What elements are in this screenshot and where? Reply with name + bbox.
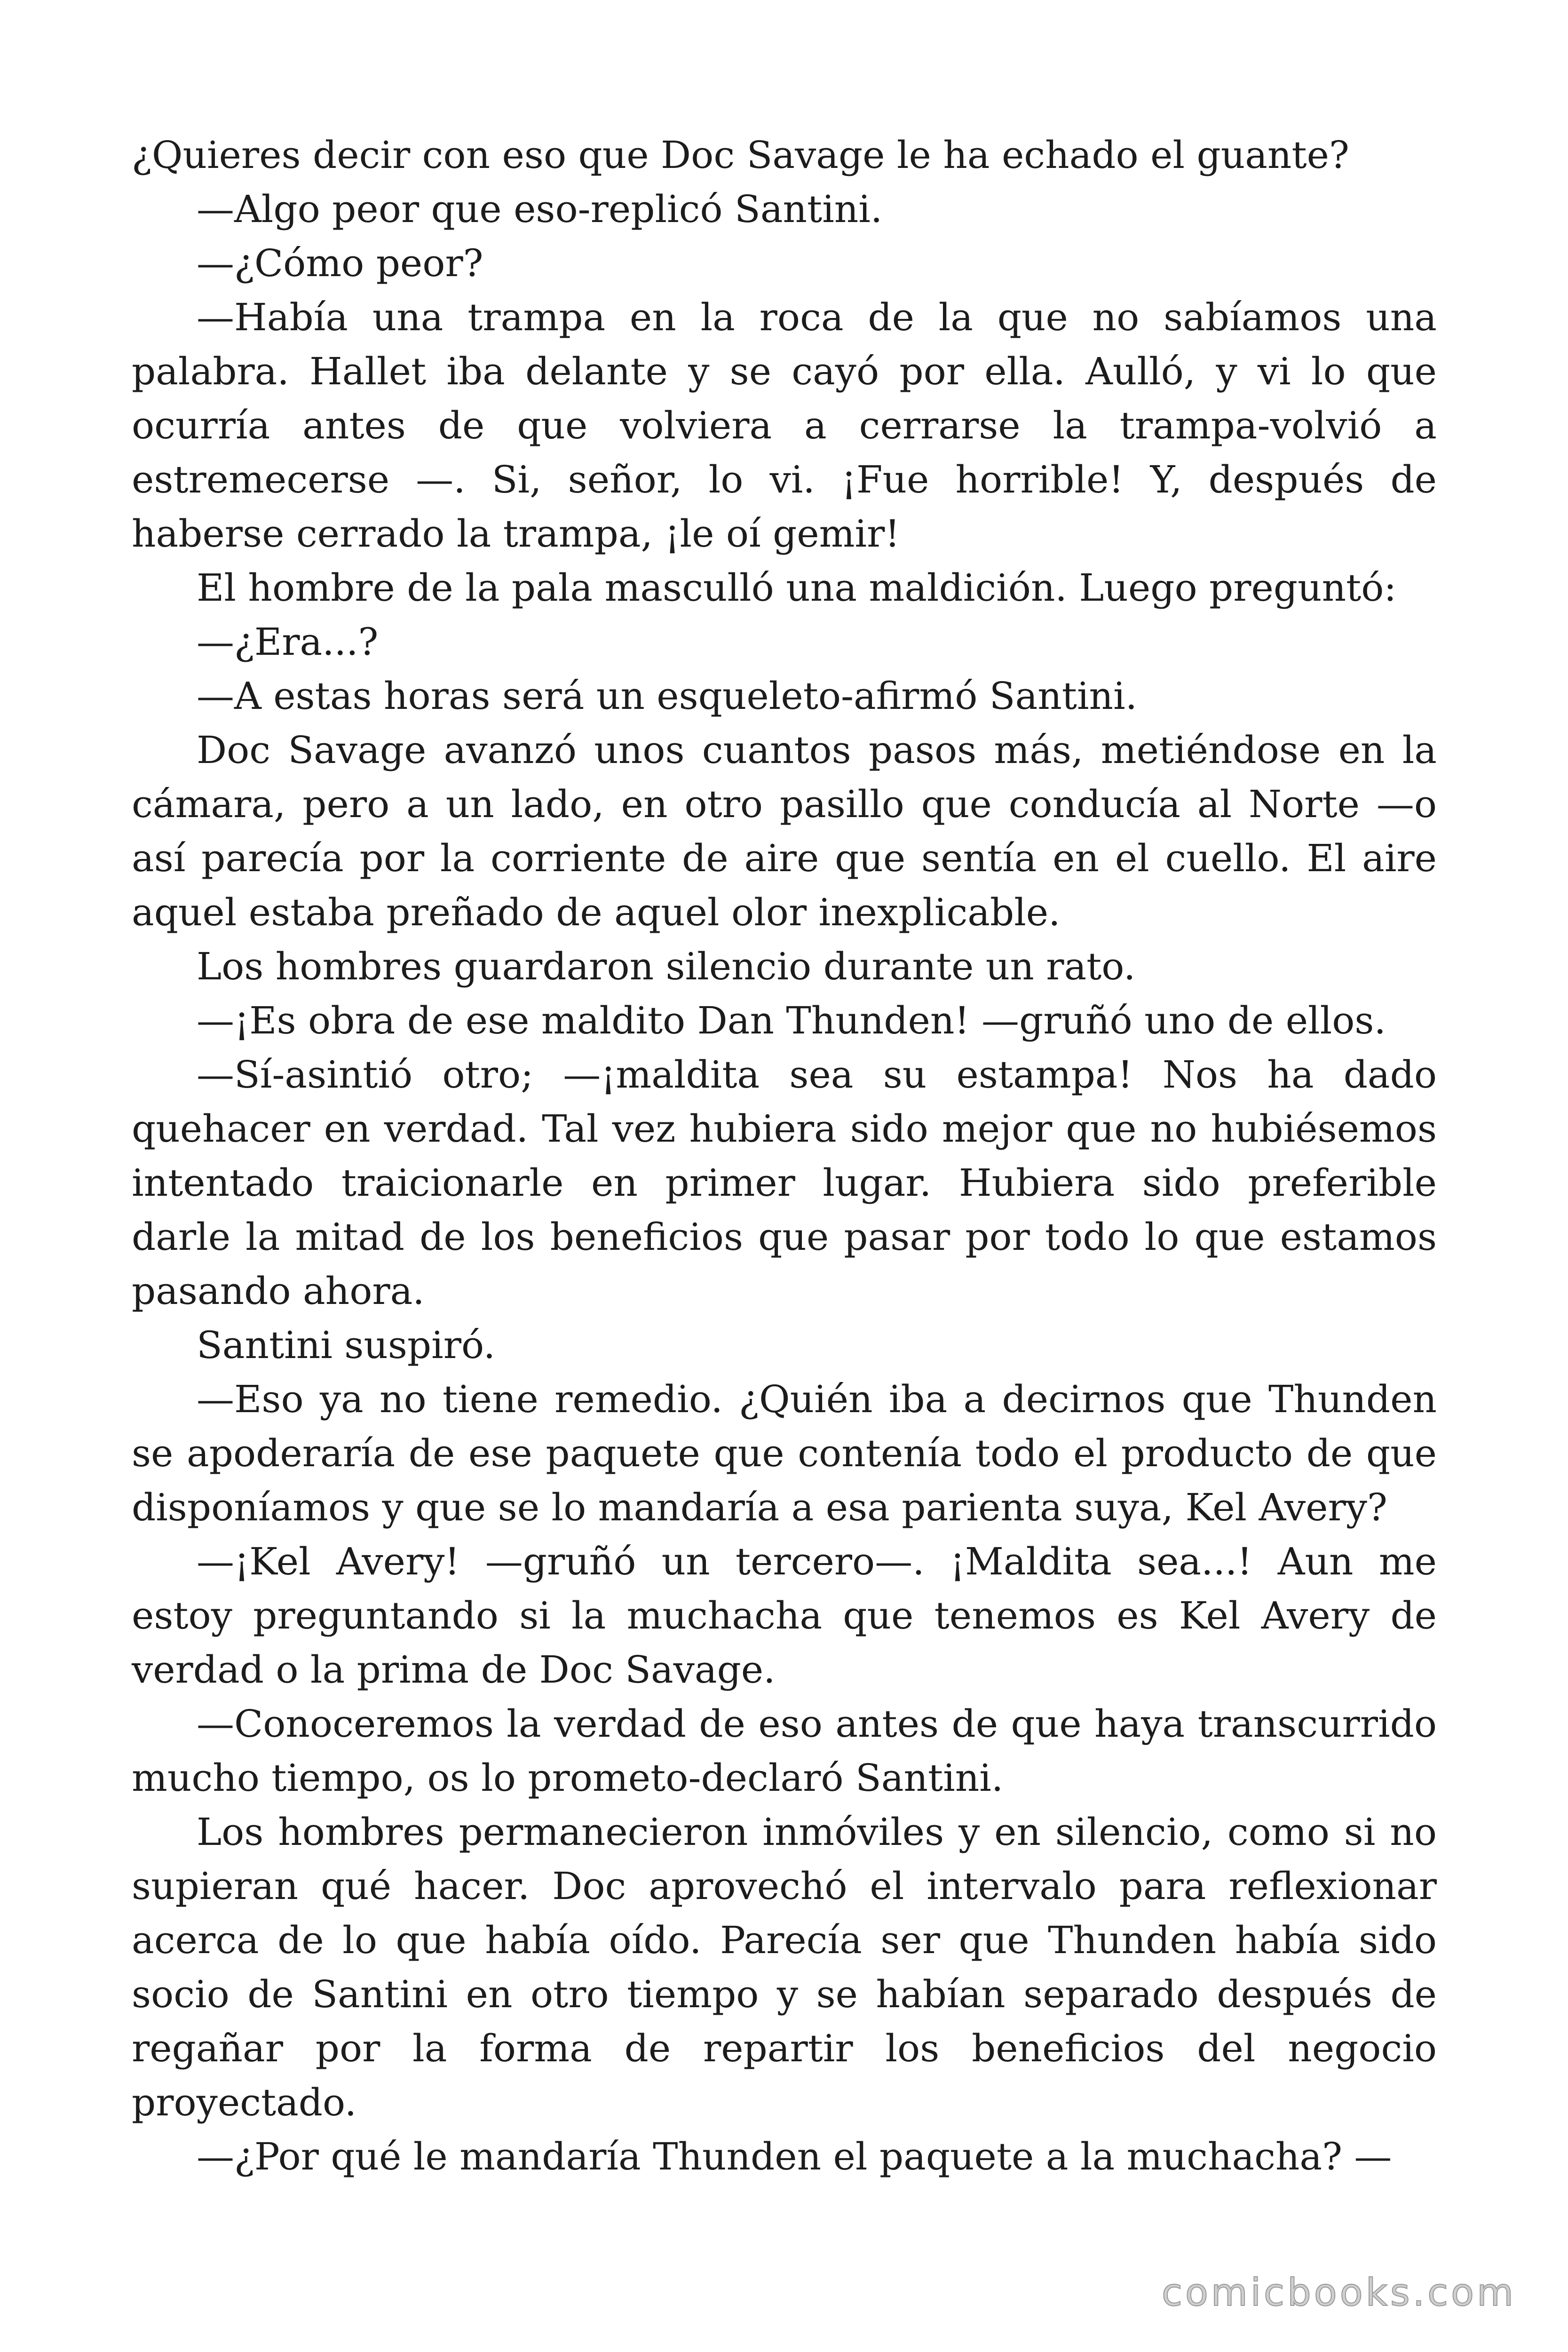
paragraph: El hombre de la pala masculló una maldición. Luego preguntó: [197,566,1397,610]
paragraph: —¿Cómo peor? [197,241,483,285]
paragraph: —Algo peor que eso-replicó Santini. [197,187,883,231]
paragraph: —Conoceremos la verdad de eso antes de que haya transcurrido mucho tiempo, os lo prometo-declaró Santini. [132,1702,1437,1800]
paragraph: Santini suspiró. [197,1323,496,1367]
paragraph: —Había una trampa en la roca de la que no sabíamos una palabra. Hallet iba delante y se cayó por ella. Aulló, y vi lo que ocurría antes de que volviera a cerrarse la trampa-volvió a estremecerse —. Si, señor, lo vi. ¡Fue horrible! Y, después de haberse cerrado la trampa, ¡le oí gemir! [132,295,1437,556]
paragraph: —¡Es obra de ese maldito Dan Thunden! —gruñó uno de ellos. [197,999,1386,1042]
paragraph: Los hombres permanecieron inmóviles y en silencio, como si no supieran qué hacer. Doc aprovechó el intervalo para reflexionar acerca de lo que había oído. Parecía ser que Thunden había sido socio de Santini en otro tiempo y se habían separado después de regañar por la forma de repartir los beneficios del negocio proyectado. [132,1810,1437,2124]
paragraph: —¡Kel Avery! —gruñó un tercero—. ¡Maldita sea...! Aun me estoy preguntando si la muchacha que tenemos es Kel Avery de verdad o la prima de Doc Savage. [132,1540,1437,1692]
paragraph: ¿Quieres decir con eso que Doc Savage le ha echado el guante? [132,133,1349,177]
paragraph: —Sí-asintió otro; —¡maldita sea su estampa! Nos ha dado quehacer en verdad. Tal vez hubiera sido mejor que no hubiésemos intentado traicionarle en primer lugar. Hubiera sido preferible darle la mitad de los beneficios que pasar por todo lo que estamos pasando ahora. [132,1053,1437,1313]
paragraph: Doc Savage avanzó unos cuantos pasos más, metiéndose en la cámara, pero a un lado, en otro pasillo que conducía al Norte —o así parecía por la corriente de aire que sentía en el cuello. El aire aquel estaba preñado de aquel olor inexplicable. [132,728,1437,934]
page-body [132,128,1437,2184]
paragraph: —Eso ya no tiene remedio. ¿Quién iba a decirnos que Thunden se apoderaría de ese paquete que contenía todo el producto de que disponíamos y que se lo mandaría a esa parienta suya, Kel Avery? [132,1377,1437,1529]
paragraph: Los hombres guardaron silencio durante un rato. [197,945,1136,988]
paragraph: —¿Era...? [197,620,379,664]
paragraph: —¿Por qué le mandaría Thunden el paquete a la muchacha? — [197,2135,1392,2178]
watermark: comicbooks.com [1161,2271,1516,2314]
paragraph: —A estas horas será un esqueleto-afirmó Santini. [197,674,1138,718]
